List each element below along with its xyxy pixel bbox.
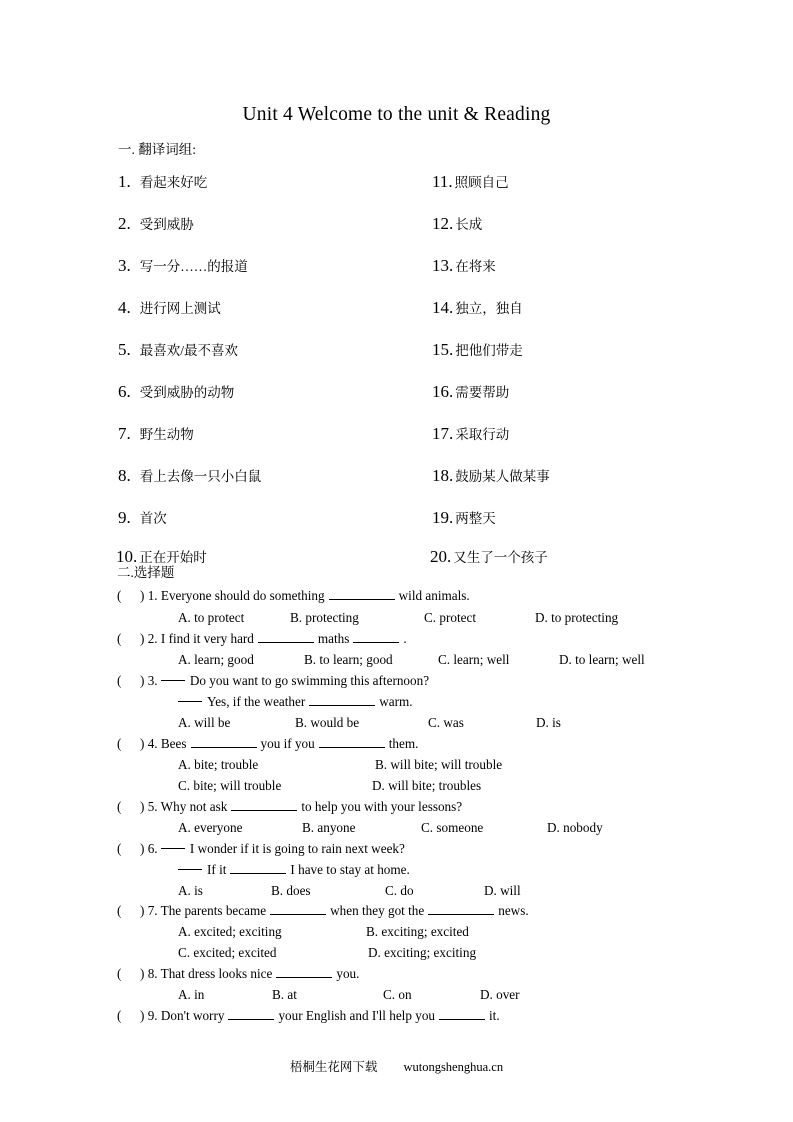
stem-text: That dress looks nice [160,966,273,981]
option-c[interactable]: C. was [428,715,464,730]
stem-text: Bees [160,736,187,751]
question-label: ) 7. [140,903,158,918]
list-item [118,467,261,484]
stem-text: Everyone should do something [160,588,325,603]
option-c[interactable]: C. on [383,987,412,1002]
item-text: 需要帮助 [455,385,510,400]
question-stem [140,841,405,857]
list-item [118,299,221,316]
list-item [118,341,238,358]
list-item [432,509,496,526]
page-footer [0,1057,793,1075]
stem-text: to help you with your lessons? [301,799,463,814]
section-heading-multiple-choice: 二.选择题 [117,565,175,580]
dialogue-dash-icon [161,680,185,681]
answer-paren[interactable]: ( [117,903,122,918]
stem-text: it. [489,1008,500,1023]
option-d[interactable]: D. nobody [547,820,603,835]
option-b[interactable]: B. would be [295,715,360,730]
item-number: 9. [118,508,131,527]
item-text: 独立，独自 [455,301,523,316]
answer-paren[interactable]: ( [117,841,122,856]
item-text: 在将来 [455,259,496,274]
dialogue-dash-icon [161,848,185,849]
stem-text: I wonder if it is going to rain next week? [189,841,405,856]
question-label: ) 6. [140,841,158,856]
stem-text: news. [498,903,529,918]
answer-paren[interactable]: ( [117,673,122,688]
question-stem [140,631,407,647]
list-item [118,509,167,526]
answer-blank[interactable] [439,1008,485,1020]
list-item [432,215,482,232]
stem-text: them. [388,736,419,751]
item-text: 又生了一个孩子 [453,550,548,565]
stem-text: you. [336,966,360,981]
stem-text: wild animals. [398,588,470,603]
answer-paren[interactable]: ( [117,588,122,603]
list-item [432,173,509,190]
option-d[interactable]: D. is [536,715,561,730]
question-stem [140,1008,500,1024]
option-b[interactable]: B. exciting; excited [366,924,469,939]
question-stem [140,736,418,752]
answer-blank[interactable] [270,903,326,915]
item-text: 照顾自己 [454,175,509,190]
stem-text: Don't worry [160,1008,225,1023]
stem-text: . [403,631,407,646]
answer-blank[interactable] [353,631,399,643]
item-number: 6. [118,382,131,401]
list-item [430,548,548,565]
item-text: 写一分……的报道 [139,259,248,274]
option-b[interactable]: B. anyone [302,820,356,835]
stem-text: The parents became [160,903,267,918]
list-item [118,173,207,190]
option-a[interactable]: A. learn; good [178,652,254,667]
option-c[interactable]: C. do [385,883,414,898]
list-item [118,257,248,274]
answer-blank[interactable] [191,736,257,748]
question-stem [140,903,529,919]
item-text: 鼓励某人做某事 [455,469,550,484]
stem-text: Yes, if the weather [207,694,306,709]
list-item [432,425,509,442]
stem-text: maths [317,631,350,646]
answer-blank[interactable] [228,1008,274,1020]
list-item [432,257,496,274]
item-text: 看起来好吃 [139,175,208,190]
option-d[interactable]: D. will bite; troubles [372,778,482,793]
answer-paren[interactable]: ( [117,1008,122,1023]
item-number: 16. [432,382,454,401]
stem-text: If it [207,862,227,877]
item-text: 受到威胁的动物 [139,385,235,400]
item-text: 两整天 [455,511,496,526]
list-item [432,299,523,316]
item-number: 18. [432,466,454,485]
footer-site-url: wutongshenghua.cn [403,1060,504,1074]
question-stem-line2 [178,862,410,878]
answer-paren[interactable]: ( [117,631,122,646]
item-number: 15. [432,340,454,359]
item-number: 19. [432,508,454,527]
option-d[interactable]: D. to learn; well [559,652,645,667]
question-stem [140,673,429,689]
option-d[interactable]: D. to protecting [535,610,619,625]
answer-blank[interactable] [329,588,395,600]
list-item [432,341,523,358]
item-text: 最喜欢/最不喜欢 [139,343,239,358]
question-label: ) 3. [140,673,158,688]
list-item [118,383,234,400]
item-number: 12. [432,214,454,233]
stem-text: I have to stay at home. [290,862,410,877]
option-a[interactable]: A. will be [178,715,231,730]
option-a[interactable]: A. everyone [178,820,243,835]
question-label: ) 4. [140,736,158,751]
item-number: 5. [118,340,131,359]
option-a[interactable]: A. to protect [178,610,245,625]
answer-blank[interactable] [428,903,494,915]
item-number: 4. [118,298,131,317]
item-number: 11. [432,172,453,191]
footer-site-name: 梧桐生花网下载 [289,1060,378,1074]
question-stem [140,799,462,815]
list-item [118,215,194,232]
question-label: ) 1. [140,588,158,603]
list-item [118,425,194,442]
option-a[interactable]: A. excited; exciting [178,924,282,939]
item-number: 13. [432,256,454,275]
item-text: 把他们带走 [455,343,523,358]
question-stem [140,966,359,982]
option-a[interactable]: A. is [178,883,203,898]
option-c[interactable]: C. protect [424,610,477,625]
option-a[interactable]: A. bite; trouble [178,757,259,772]
item-text: 采取行动 [455,427,510,442]
answer-blank[interactable] [230,862,286,874]
section-heading-translation: 一. 翻译词组: [118,142,197,157]
item-number: 10. [116,547,138,566]
item-number: 2. [118,214,131,233]
option-b[interactable]: B. does [271,883,311,898]
question-label: ) 8. [140,966,158,981]
answer-blank[interactable] [231,799,297,811]
option-a[interactable]: A. in [178,987,205,1002]
option-c[interactable]: C. someone [421,820,484,835]
item-text: 长成 [455,217,483,232]
question-label: ) 2. [140,631,158,646]
option-b[interactable]: B. to learn; good [304,652,393,667]
stem-text: you if you [260,736,315,751]
item-number: 1. [118,172,131,191]
answer-blank[interactable] [276,966,332,978]
question-label: ) 9. [140,1008,158,1023]
item-number: 8. [118,466,131,485]
item-text: 进行网上测试 [139,301,221,316]
option-d[interactable]: D. will [484,883,521,898]
stem-text: Do you want to go swimming this afternoon? [189,673,430,688]
item-text: 受到威胁 [139,217,194,232]
item-number: 17. [432,424,454,443]
item-text: 正在开始时 [139,550,207,565]
item-text: 野生动物 [139,427,194,442]
option-b[interactable]: B. will bite; will trouble [375,757,503,772]
option-d[interactable]: D. over [480,987,520,1002]
answer-paren[interactable]: ( [117,736,122,751]
stem-text: warm. [379,694,413,709]
question-label: ) 5. [140,799,158,814]
stem-text: when they got the [330,903,425,918]
item-number: 20. [430,547,452,566]
item-text: 看上去像一只小白鼠 [139,469,262,484]
answer-blank[interactable] [319,736,385,748]
page-title: Unit 4 Welcome to the unit & Reading [242,104,551,125]
item-text: 首次 [139,511,167,526]
item-number: 14. [432,298,454,317]
dialogue-dash-icon [178,701,202,702]
answer-blank[interactable] [258,631,314,643]
option-c[interactable]: C. excited; excited [178,945,277,960]
question-stem [140,588,470,604]
stem-text: your English and I'll help you [278,1008,436,1023]
answer-blank[interactable] [309,694,375,706]
item-number: 3. [118,256,131,275]
list-item [432,383,509,400]
dialogue-dash-icon [178,869,202,870]
answer-paren[interactable]: ( [117,966,122,981]
question-stem-line2 [178,694,413,710]
option-c[interactable]: C. learn; well [438,652,510,667]
list-item [432,467,550,484]
stem-text: Why not ask [160,799,228,814]
option-c[interactable]: C. bite; will trouble [178,778,282,793]
stem-text: I find it very hard [160,631,254,646]
option-d[interactable]: D. exciting; exciting [368,945,477,960]
item-number: 7. [118,424,131,443]
answer-paren[interactable]: ( [117,799,122,814]
option-b[interactable]: B. at [272,987,297,1002]
option-b[interactable]: B. protecting [290,610,359,625]
